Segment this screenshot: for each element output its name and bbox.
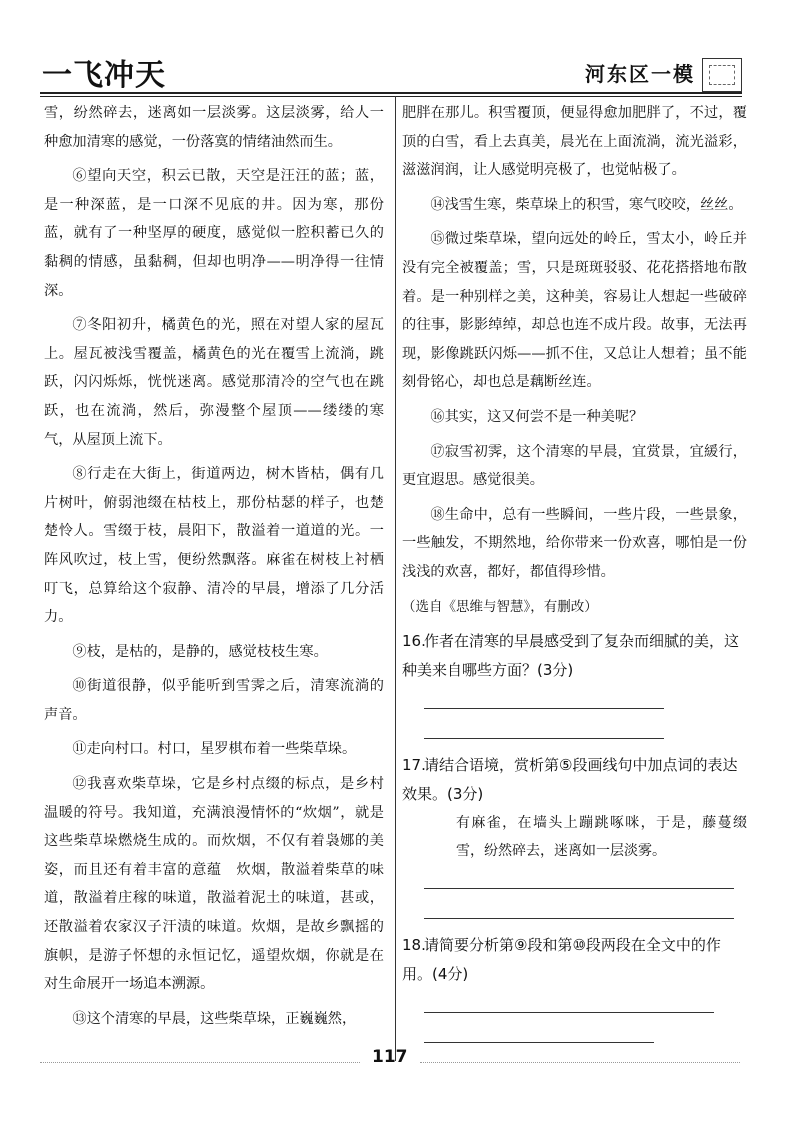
paragraph-15: ⑮微过柴草垛，望向远处的岭丘，雪太小，岭丘并没有完全被覆盖；雪，只是斑斑驳驳、花花搭搭地布散着。是一种别样之美，这种美，容易让人想起一些破碎的往事，影影绰绰，却总也连不成片段。故事，无法再现，影像跳跃闪烁——抓不住，又总让人想着；虽不能刻骨铭心，却也总是藕断丝连。: [402, 231, 747, 391]
paragraph-12: ⑫我喜欢柴草垛，它是乡村点缀的标点，是乡村温暖的符号。我知道，充满浪漫情怀的“炊烟”，就是这些柴草垛燃烧生成的。而炊烟，不仅有着袅娜的美姿，而且还有着丰富的意蕴 炊烟，散溢着柴草的味道，散溢着庄稼的味道，散溢着泥土的味道，甚或，还散溢着农家汉子汗渍的味道。炊烟，是故乡飘摇的旗帜，是游子怀想的永恒记忆，遥望炊烟，你就是在对生命展开一场追本溯源。: [44, 776, 384, 993]
paragraph-8: ⑧行走在大街上，街道两边，树木皆枯，偶有几片树叶，俯弱池缀在枯枝上，那份枯瑟的样子，也楚楚怜人。雪缀于枝，晨阳下，散溢着一道道的光。一阵风吹过，枝上雪，便纷然飘落。麻雀在树枝上衬栖叮飞，总算给这个寂静、清冷的早晨，增添了几分活力。: [44, 466, 384, 626]
question-16: [402, 627, 747, 685]
answer-line[interactable]: [402, 895, 747, 925]
section-title: 河东区一模: [585, 62, 695, 86]
paragraph-5-end: 雪，纷然碎去，迷离如一层淡雾。这层淡雾，给人一种愈加清寒的感觉，一份落寞的情绪油然而生。: [44, 105, 384, 150]
source-citation: （选自《思维与智慧》，有删改）: [402, 598, 598, 615]
brand-title: 一飞冲天: [42, 58, 166, 93]
paragraph-13-end: 肥胖在那儿。积雪覆顶，便显得愈加肥胖了，不过，覆顶的白雪，看上去真美，晨光在上面流淌，流光溢彩，滋滋润润，让人感觉明亮极了，也觉帖极了。: [402, 105, 747, 179]
right-column: [402, 99, 747, 1049]
paragraph-14: ⑭浅雪生寒，柴草垛上的积雪，寒气咬咬，丝丝。: [430, 196, 743, 213]
footer-dots: [420, 1062, 740, 1065]
question-number: 16.: [402, 632, 426, 651]
answer-line[interactable]: [402, 685, 747, 715]
corner-seal-icon: [702, 58, 742, 92]
header-rule: [40, 92, 742, 94]
column-divider: [395, 96, 396, 1061]
answer-line[interactable]: [402, 989, 747, 1019]
question-18: [402, 931, 747, 989]
left-column: [44, 99, 384, 1033]
paragraph-18: ⑱生命中，总有一些瞬间，一些片段，一些景象，一些触发，不期然地，给你带来一份欢喜，哪怕是一份浅浅的欢喜，都好，都值得珍惜。: [402, 506, 747, 580]
header-rule-thin: [40, 96, 742, 97]
answer-line[interactable]: [402, 1019, 747, 1049]
paragraph-6: ⑥望向天空，积云已散，天空是汪汪的蓝；蓝，是一种深蓝，是一口深不见底的井。因为寒，那份蓝，就有了一种坚厚的硬度，感觉似一腔积蓄已久的黏稠的情感，虽黏稠，但却也明净——明净得一往情深。: [44, 168, 384, 299]
question-quote: 有麻雀，在墙头上蹦跳啄咪，于是，藤蔓缀雪，纷然碎去，迷离如一层淡雾。: [456, 815, 747, 860]
footer-dots: [40, 1062, 360, 1065]
paragraph-11: ⑪走向村口。村口，星罗棋布着一些柴草垛。: [72, 741, 357, 758]
question-text: 请结合语境，赏析第⑤段画线句中加点词的表达效果。(3分): [402, 756, 738, 804]
question-number: 18.: [402, 936, 426, 955]
question-17: [402, 751, 747, 809]
answer-line[interactable]: [402, 865, 747, 895]
answer-line[interactable]: [402, 715, 747, 745]
paragraph-10: ⑩街道很静，似乎能听到雪霁之后，清寒流淌的声音。: [44, 678, 384, 723]
question-number: 17.: [402, 756, 426, 775]
question-text: 请简要分析第⑨段和第⑩段两段在全文中的作用。(4分): [402, 936, 721, 984]
paragraph-16: ⑯其实，这又何尝不是一种美呢？: [430, 408, 644, 425]
page-number: 117: [372, 1047, 408, 1067]
paragraph-13-start: ⑬这个清寒的早晨，这些柴草垛，正巍巍然，: [72, 1010, 357, 1027]
question-text: 作者在清寒的早晨感受到了复杂而细腻的美，这种美来自哪些方面？(3分): [402, 632, 740, 680]
paragraph-17: ⑰寂雪初霁，这个清寒的早晨，宜赏景，宜緩行，更宜遐思。感觉很美。: [402, 443, 747, 489]
paragraph-9: ⑨枝，是枯的，是静的，感觉枝枝生寒。: [72, 643, 328, 660]
paragraph-7: ⑦冬阳初升，橘黄色的光，照在对望人家的屋瓦上。屋瓦被浅雪覆盖，橘黄色的光在覆雪上流淌，跳跃，闪闪烁烁，恍恍迷离。感觉那清冷的空气也在跳跃，也在流淌，然后，弥漫整个屋顶——缕缕的寒气，从屋顶上流下。: [44, 317, 384, 448]
